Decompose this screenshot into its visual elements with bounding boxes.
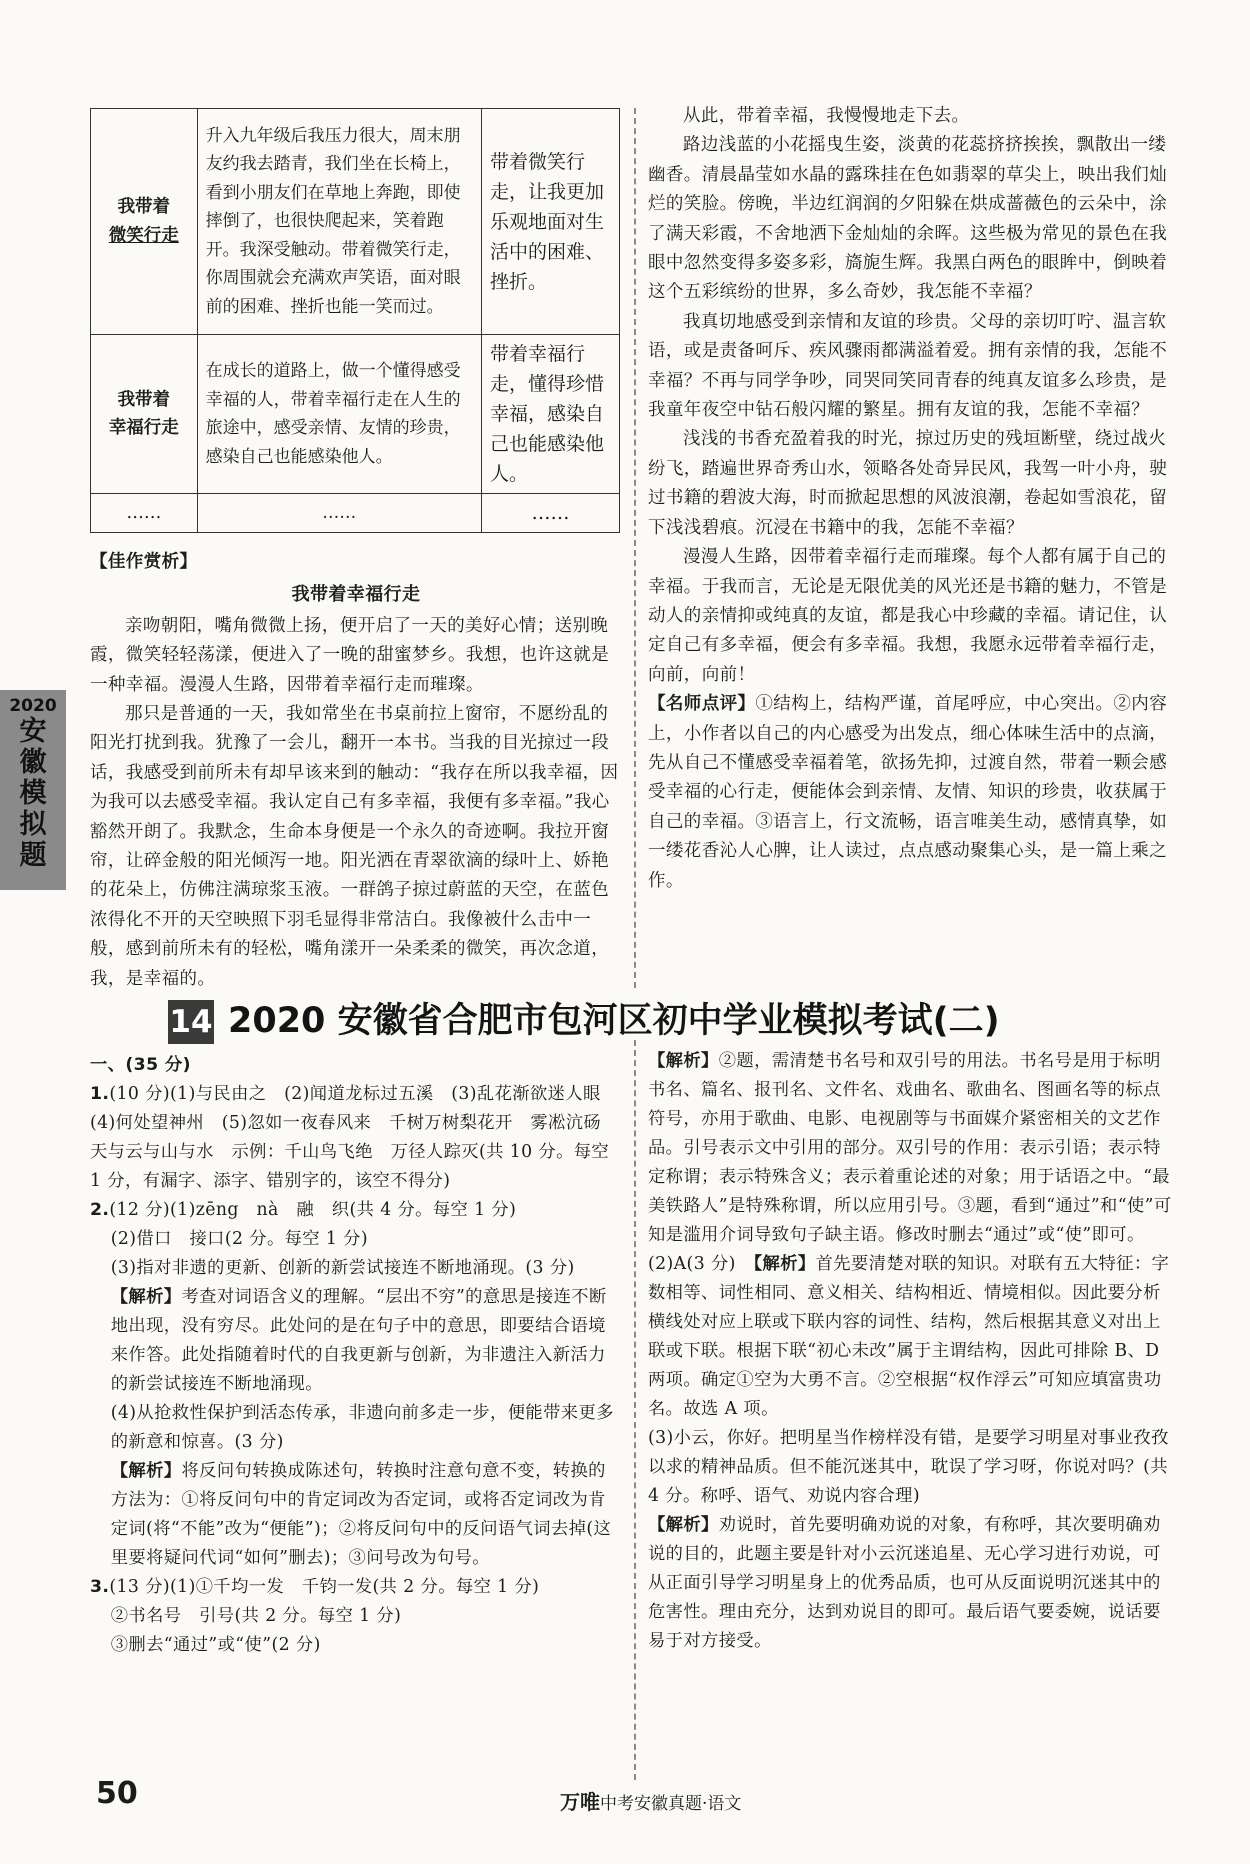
side-tab-char: 模 <box>19 778 47 809</box>
essay-paragraph: 亲吻朝阳，嘴角微微上扬，便开启了一天的美好心情；送别晚霞，微笑轻轻荡漾，便进入了一晚的甜蜜梦乡。我想，也许这就是一种幸福。漫漫人生路，因带着幸福行走而璀璨。 <box>90 615 610 695</box>
essay-paragraph: 路边浅蓝的小花摇曳生姿，淡黄的花蕊挤挤挨挨，飘散出一缕幽香。清晨晶莹如水晶的露珠挂在色如翡翠的草尖上，映出我们灿烂的笑脸。傍晚，半边红润润的夕阳躲在烘成蔷薇色的云朵中，涂了满天彩霞，不舍地洒下金灿灿的余晖。这些极为常见的景色在我眼中忽然变得多姿多彩，旖旎生辉。我黑白两色的眼眸中，倒映着这个五彩缤纷的世界，多么奇妙，我怎能不幸福？ <box>648 135 1168 303</box>
section-title <box>168 996 1128 1046</box>
brand-logo-text: 万唯 <box>560 1790 600 1814</box>
side-tab-char: 徽 <box>19 747 47 778</box>
analysis: 【解析】考查对词语含义的理解。“层出不穷”的意思是接连不断地出现，没有穷尽。此处问的是在句子中的意思，即要结合语境来作答。此处指随着时代的自我更新与创新，为非遗注入新活力的新尝试接连不断地涌现。 <box>110 1287 607 1394</box>
answer-line: (3)指对非遗的更新、创新的新尝试接连不断地涌现。(3 分) <box>110 1258 575 1278</box>
essay-title: 我带着幸福行走 <box>291 584 421 606</box>
essay-right-column <box>648 102 1178 896</box>
answer-line: ③删去“通过”或“使”(2 分) <box>110 1635 321 1655</box>
section-heading: 一、(35 分) <box>90 1055 191 1075</box>
table-row-heading: …… <box>91 494 198 533</box>
table-row-heading: 我带着 微笑行走 <box>91 109 198 335</box>
comparison-table <box>90 108 620 533</box>
side-tab-char: 安 <box>19 716 47 747</box>
answer-line: (4)从抢救性保护到活态传承，非遗向前多走一步，便能带来更多的新意和惊喜。(3 分) <box>110 1403 614 1452</box>
comment-text: ①结构上，结构严谨，首尾呼应，中心突出。②内容上，小作者以自己的内心感受为出发点，细心体味生活中的点滴，先从自己不懂感受幸福着笔，欲扬先抑，过渡自然，带着一颗会感受幸福的心行走，便能体会到亲情、友情、知识的珍贵，收获属于自己的幸福。③语言上，行文流畅，语言唯美生动，感情真挚，如一缕花香沁人心脾，让人读过，点点感动聚集心头，是一篇上乘之作。 <box>648 694 1168 891</box>
side-tab-year: 2020 <box>9 696 57 716</box>
question: 2.(12 分)(1)zēng nà 融 织(共 4 分。每空 1 分) <box>90 1200 517 1220</box>
answer-line: ②书名号 引号(共 2 分。每空 1 分) <box>110 1606 402 1626</box>
page-number: 50 <box>96 1776 138 1811</box>
essay-paragraph: 漫漫人生路，因带着幸福行走而璀璨。每个人都有属于自己的幸福。于我而言，无论是无限优美的风光还是书籍的魅力，不管是动人的亲情抑或纯真的友谊，都是我心中珍藏的幸福。请记住，认定自己有多幸福，便会有多幸福。我想，我愿永远带着幸福行走，向前，向前！ <box>648 547 1168 685</box>
essay-paragraph: 从此，带着幸福，我慢慢地走下去。 <box>683 106 970 126</box>
answers-left-column <box>90 1051 622 1660</box>
table-cell-content: 升入九年级后我压力很大，周末朋友约我去踏青，我们坐在长椅上，看到小朋友们在草地上奔跑，即使摔倒了，也很快爬起来，笑着跑开。我深受触动。带着微笑行走，你周围就会充满欢声笑语，面对眼前的困难、挫折也能一笑而过。 <box>197 109 481 335</box>
column-divider-top <box>634 108 636 988</box>
column-divider-bottom <box>634 1040 636 1780</box>
analysis: 【解析】②题，需清楚书名号和双引号的用法。书名号是用于标明书名、篇名、报刊名、文件名、戏曲名、歌曲名、图画名等的标点符号，亦用于歌曲、电影、电视剧等与书面媒介紧密相关的文艺作品。引号表示文中引用的部分。双引号的作用：表示引语；表示特定称谓；表示特殊含义；表示着重论述的对象；用于话语之中。“最美铁路人”是特殊称谓，所以应用引号。③题，看到“通过”和“使”可知是滥用介词导致句子缺主语。修改时删去“通过”或“使”即可。 <box>648 1051 1172 1245</box>
table-cell-content: …… <box>197 494 481 533</box>
table-cell-summary: …… <box>481 494 619 533</box>
table-row <box>91 494 620 533</box>
answer-line: (3)小云，你好。把明星当作榜样没有错，是要学习明星对事业孜孜以求的精神品质。但不能沉迷其中，耽误了学习呀，你说对吗？(共 4 分。称呼、语气、劝说内容合理) <box>648 1428 1169 1506</box>
question: 3.(13 分)(1)①千均一发 千钧一发(共 2 分。每空 1 分) <box>90 1577 540 1597</box>
comment-tag: 【名师点评】 <box>648 694 756 715</box>
table-cell-summary: 带着微笑行走，让我更加乐观地面对生活中的困难、挫折。 <box>481 109 619 335</box>
question: 1.(10 分)(1)与民由之 (2)闻道龙标过五溪 (3)乱花渐欲迷人眼 (4)何处望神州 (5)忽如一夜春风来 千树万树梨花开 雾凇沆砀 天与云与山与水 示例：千山鸟飞绝 万径人踪灭(共 10 分。每空 1 分，有漏字、添字、错别字的，该空不得分) <box>90 1084 619 1191</box>
analysis: 【解析】将反问句转换成陈述句，转换时注意句意不变，转换的方法为：①将反问句中的肯定词改为否定词，或将否定词改为肯定词(将“不能”改为“便能”)；②将反问句中的反问语气词去掉(这里要将疑问代词“如何”删去)；③问号改为句号。 <box>110 1461 612 1568</box>
essay-left-column <box>90 548 622 994</box>
table-row <box>91 335 620 494</box>
table-cell-summary: 带着幸福行走，懂得珍惜幸福，感染自己也能感染他人。 <box>481 335 619 494</box>
footer-brand <box>560 1786 741 1815</box>
essay-paragraph: 那只是普通的一天，我如常坐在书桌前拉上窗帘，不愿纷乱的阳光打扰到我。犹豫了一会儿，翻开一本书。当我的目光掠过一段话，我感受到前所未有却早该来到的触动：“我存在所以我幸福，因为我可以去感受幸福。我认定自己有多幸福，我便有多幸福。”我心豁然开朗了。我默念，生命本身便是一个永久的奇迹啊。我拉开窗帘，让碎金般的阳光倾泻一地。阳光洒在青翠欲滴的绿叶上、娇艳的花朵上，仿佛注满琼浆玉液。一群鸽子掠过蔚蓝的天空，在蓝色浓得化不开的天空映照下羽毛显得非常洁白。我像被什么击中一般，感到前所未有的轻松，嘴角漾开一朵柔柔的微笑，再次念道，我，是幸福的。 <box>90 704 619 989</box>
footer-subtitle: 中考安徽真题·语文 <box>600 1794 742 1814</box>
side-tab-char: 拟 <box>19 809 47 840</box>
answer-line: (2)借口 接口(2 分。每空 1 分) <box>110 1229 368 1249</box>
table-row-heading: 我带着 幸福行走 <box>91 335 198 494</box>
side-tab <box>0 690 66 890</box>
answers-right-column <box>648 1047 1178 1656</box>
teacher-comment <box>648 690 1178 896</box>
section-title-text: 2020 安徽省合肥市包河区初中学业模拟考试(二) <box>228 1001 1000 1041</box>
essay-tag: 【佳作赏析】 <box>90 552 198 572</box>
table-row <box>91 109 620 335</box>
side-tab-char: 题 <box>19 840 47 871</box>
table-cell-content: 在成长的道路上，做一个懂得感受幸福的人，带着幸福行走在人生的旅途中，感受亲情、友情的珍贵，感染自己也能感染他人。 <box>197 335 481 494</box>
analysis: (2)A(3 分) 【解析】首先要清楚对联的知识。对联有五大特征：字数相等、词性相同、意义相关、结构相近、情境相似。因此要分析横线处对应上联或下联内容的词性、结构，然后根据其意义对出上联或下联。根据下联“初心未改”属于主谓结构，因此可排除 B、D 两项。确定①空为大勇不言。②空根据“权作浮云”可知应填富贵功名。故选 A 项。 <box>648 1254 1170 1419</box>
essay-paragraph: 浅浅的书香充盈着我的时光，掠过历史的残垣断壁，绕过战火纷飞，踏遍世界奇秀山水，领略各处奇异民风，我驾一叶小舟，驶过书籍的碧波大海，时而掀起思想的风波浪潮，卷起如雪浪花，留下浅浅碧痕。沉浸在书籍中的我，怎能不幸福？ <box>648 429 1168 538</box>
section-number: 14 <box>168 1000 214 1044</box>
essay-paragraph: 我真切地感受到亲情和友谊的珍贵。父母的亲切叮咛、温言软语，或是责备呵斥、疾风骤雨都满溢着爱。拥有亲情的我，怎能不幸福？不再与同学争吵，同哭同笑同青春的纯真友谊多么珍贵，是我童年夜空中钻石般闪耀的繁星。拥有友谊的我，怎能不幸福？ <box>648 311 1168 421</box>
analysis: 【解析】劝说时，首先要明确劝说的对象，有称呼，其次要明确劝说的目的，此题主要是针对小云沉迷追星、无心学习进行劝说，可从正面引导学习明星身上的优秀品质，也可从反面说明沉迷其中的危害性。理由充分，达到劝说目的即可。最后语气要委婉，说话要易于对方接受。 <box>648 1515 1161 1651</box>
